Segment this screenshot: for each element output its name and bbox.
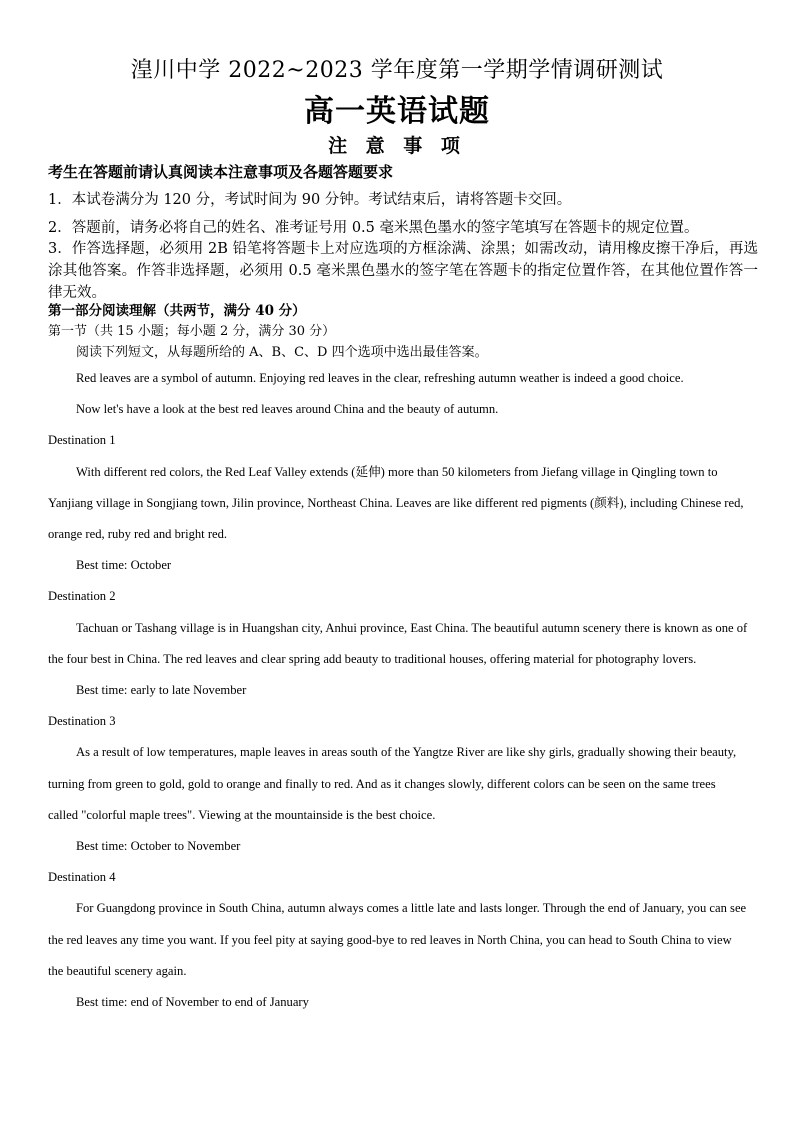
passage-intro-2: Now let's have a look at the best red leaves around China and the beauty of autumn. bbox=[76, 402, 499, 417]
part-one-heading: 第一部分阅读理解（共两节，满分 40 分） bbox=[48, 303, 306, 319]
passage-intro-1: Red leaves are a symbol of autumn. Enjoying red leaves in the clear, refreshing autumn weather is indeed a good choice. bbox=[76, 371, 684, 385]
school-title: 湟川中学 2022~2023 学年度第一学期学情调研测试 bbox=[130, 58, 664, 83]
destination-1-best-time: Best time: October bbox=[76, 558, 172, 573]
notice-lead: 考生在答题前请认真阅读本注意事项及各题答题要求 bbox=[48, 163, 394, 181]
destination-4-text: For Guangdong province in South China, autumn always comes a little late and lasts longer. Through the end of January, you can see the red leaves any time you want. If you feel pity at saying good-bye to red leaves in North China, you can head to South China to view the beautiful scenery again. bbox=[48, 901, 747, 978]
destination-2-best-time: Best time: early to late November bbox=[76, 683, 247, 698]
destination-3-best-time: Best time: October to November bbox=[76, 839, 241, 854]
destination-4-best-time: Best time: end of November to end of January bbox=[76, 995, 309, 1010]
destination-2-text: Tachuan or Tashang village is in Huangshan city, Anhui province, East China. The beautiful autumn scenery there is known as one of the four best in China. The red leaves and clear spring add beauty to traditional houses, offering material for photography lovers. bbox=[48, 620, 748, 666]
notice-rule-1: 1．本试卷满分为 120 分，考试时间为 90 分钟。考试结束后，请将答题卡交回。 bbox=[48, 192, 572, 208]
reading-passage bbox=[48, 363, 748, 1018]
reading-instruction: 阅读下列短文，从每题所给的 A、B、C、D 四个选项中选出最佳答案。 bbox=[76, 345, 488, 360]
destination-1-heading: Destination 1 bbox=[48, 433, 116, 448]
notice-rule-3: 3．作答选择题，必须用 2B 铅笔将答题卡上对应选项的方框涂满、涂黑；如需改动，请用橡皮擦干净后，再选涂其他答案。作答非选择题，必须用 0.5 毫米黑色墨水的签字笔在答题卡的指定位置作答，在其他位置作答一律无效。 bbox=[48, 241, 758, 301]
destination-4-heading: Destination 4 bbox=[48, 870, 116, 885]
section-one-heading: 第一节（共 15 小题；每小题 2 分，满分 30 分） bbox=[48, 324, 336, 339]
notice-title: 注 意 事 项 bbox=[328, 135, 466, 157]
destination-2-heading: Destination 2 bbox=[48, 589, 116, 604]
exam-title: 高一英语试题 bbox=[304, 94, 490, 129]
notice-rule-2: 2．答题前，请务必将自己的姓名、准考证号用 0.5 毫米黑色墨水的签字笔填写在答题卡的规定位置。 bbox=[48, 220, 699, 236]
destination-3-text: As a result of low temperatures, maple leaves in areas south of the Yangtze River are like shy girls, gradually showing their beauty, turning from green to gold, gold to orange and finally to red. And as it changes slowly, different colors can be seen on the same trees called "colorful maple trees". Viewing at the mountainside is the best choice. bbox=[48, 745, 737, 822]
destination-1-text: With different red colors, the Red Leaf Valley extends (延伸) more than 50 kilometers from Jiefang village in Qingling town to Yanjiang village in Songjiang town, Jilin province, Northeast China. Leaves are like different red pigments (颜料), including Chinese red, orange red, ruby red and bright red. bbox=[48, 464, 744, 542]
destination-3-heading: Destination 3 bbox=[48, 714, 116, 729]
